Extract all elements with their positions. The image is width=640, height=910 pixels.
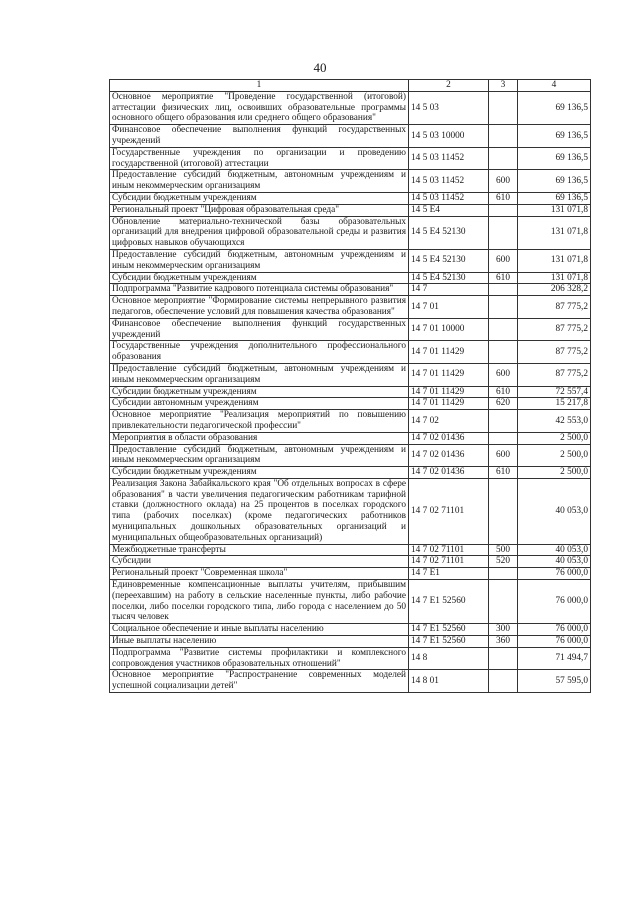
row-vr-cell [489,670,518,693]
row-amount-cell: 40 053,0 [518,544,591,556]
row-name-cell: Подпрограмма "Развитие системы профилактики и комплексного сопровождения участников образовательных отношений" [110,647,409,670]
row-vr-cell: 600 [489,170,518,193]
row-vr-cell [489,147,518,170]
row-vr-cell: 600 [489,249,518,272]
row-amount-cell: 69 136,5 [518,91,591,124]
row-name-cell: Субсидии бюджетным учреждениям [110,272,409,284]
row-code-cell: 14 5 E4 [409,204,489,216]
row-amount-cell: 87 775,2 [518,318,591,341]
row-vr-cell [489,410,518,433]
row-amount-cell: 40 053,0 [518,478,591,544]
row-code-cell: 14 5 03 10000 [409,125,489,148]
row-amount-cell: 42 553,0 [518,410,591,433]
table-row [110,147,591,170]
row-name-cell: Региональный проект "Современная школа" [110,568,409,580]
row-vr-cell: 600 [489,363,518,386]
row-amount-cell: 76 000,0 [518,568,591,580]
table-row [110,636,591,648]
row-name-cell: Иные выплаты населению [110,636,409,648]
row-name-cell: Предоставление субсидий бюджетным, автономным учреждениям и иным некоммерческим организациям [110,170,409,193]
budget-table [109,79,591,693]
row-code-cell: 14 7 02 71101 [409,544,489,556]
row-amount-cell: 76 000,0 [518,624,591,636]
table-row [110,386,591,398]
row-code-cell: 14 7 E1 52560 [409,624,489,636]
row-amount-cell: 2 500,0 [518,444,591,467]
row-name-cell: Основное мероприятие "Распространение современных моделей успешной социализации детей" [110,670,409,693]
row-amount-cell: 87 775,2 [518,363,591,386]
row-vr-cell: 610 [489,386,518,398]
page-number: 40 [313,60,327,75]
row-name-cell: Основное мероприятие "Формирование системы непрерывного развития педагогов, обеспечение условий для повышения качества образования" [110,296,409,319]
row-code-cell: 14 8 01 [409,670,489,693]
row-amount-cell: 87 775,2 [518,296,591,319]
row-code-cell: 14 7 02 71101 [409,556,489,568]
header-col-4: 4 [518,80,591,92]
table-row [110,170,591,193]
row-amount-cell: 2 500,0 [518,467,591,479]
row-name-cell: Мероприятия в области образования [110,432,409,444]
row-code-cell: 14 7 01 [409,296,489,319]
row-vr-cell [489,284,518,296]
row-amount-cell: 76 000,0 [518,636,591,648]
row-code-cell: 14 8 [409,647,489,670]
row-vr-cell [489,204,518,216]
row-amount-cell: 40 053,0 [518,556,591,568]
table-row [110,318,591,341]
row-vr-cell: 600 [489,444,518,467]
row-amount-cell: 131 071,8 [518,216,591,249]
row-amount-cell: 69 136,5 [518,170,591,193]
row-code-cell: 14 5 03 11452 [409,147,489,170]
row-amount-cell: 69 136,5 [518,125,591,148]
row-vr-cell: 610 [489,272,518,284]
row-amount-cell: 76 000,0 [518,580,591,624]
row-amount-cell: 131 071,8 [518,249,591,272]
row-code-cell: 14 7 E1 [409,568,489,580]
row-vr-cell [489,647,518,670]
row-name-cell: Социальное обеспечение и иные выплаты населению [110,624,409,636]
table-row [110,444,591,467]
table-row [110,192,591,204]
row-vr-cell: 620 [489,398,518,410]
row-code-cell: 14 7 01 11429 [409,398,489,410]
row-vr-cell [489,125,518,148]
table-row [110,272,591,284]
row-vr-cell: 300 [489,624,518,636]
row-vr-cell: 360 [489,636,518,648]
row-amount-cell: 2 500,0 [518,432,591,444]
row-code-cell: 14 7 E1 52560 [409,580,489,624]
row-code-cell: 14 5 03 11452 [409,170,489,193]
row-amount-cell: 71 494,7 [518,647,591,670]
row-name-cell: Государственные учреждения дополнительного профессионального образования [110,341,409,364]
row-vr-cell [489,216,518,249]
table-row [110,544,591,556]
row-name-cell: Межбюджетные трансферты [110,544,409,556]
header-col-1: 1 [110,80,409,92]
row-name-cell: Региональный проект "Цифровая образовательная среда" [110,204,409,216]
row-code-cell: 14 7 01 11429 [409,363,489,386]
row-name-cell: Государственные учреждения по организации и проведению государственной (итоговой) аттестации [110,147,409,170]
table-row [110,398,591,410]
table-row [110,647,591,670]
row-vr-cell [489,318,518,341]
row-vr-cell [489,341,518,364]
table-row [110,296,591,319]
row-name-cell: Обновление материально-технической базы образовательных организаций для внедрения цифровой образовательной среды и развития цифровых навыков обучающихся [110,216,409,249]
row-code-cell: 14 7 02 71101 [409,478,489,544]
row-code-cell: 14 7 01 10000 [409,318,489,341]
table-row [110,204,591,216]
table-row [110,341,591,364]
row-amount-cell: 69 136,5 [518,192,591,204]
row-amount-cell: 69 136,5 [518,147,591,170]
row-name-cell: Основное мероприятие "Проведение государственной (итоговой) аттестации физических лиц, освоивших образовательные программы основного общего образования или среднего общего образования" [110,91,409,124]
row-name-cell: Финансовое обеспечение выполнения функций государственных учреждений [110,125,409,148]
row-amount-cell: 57 595,0 [518,670,591,693]
row-amount-cell: 131 071,8 [518,272,591,284]
table-row [110,125,591,148]
row-vr-cell: 500 [489,544,518,556]
row-name-cell: Предоставление субсидий бюджетным, автономным учреждениям и иным некоммерческим организациям [110,444,409,467]
table-row [110,624,591,636]
row-name-cell: Субсидии бюджетным учреждениям [110,192,409,204]
row-name-cell: Субсидии бюджетным учреждениям [110,386,409,398]
row-code-cell: 14 5 E4 52130 [409,272,489,284]
row-vr-cell [489,91,518,124]
row-vr-cell [489,478,518,544]
row-name-cell: Субсидии [110,556,409,568]
row-name-cell: Реализация Закона Забайкальского края "Об отдельных вопросах в сфере образования" в части увеличения педагогическим работникам тарифной ставки (должностного оклада) на 25 процентов в поселках городского типа (рабочих поселках) (кроме педагогических работников муниципальных дошкольных образовательных организаций и муниципальных общеобразовательных организаций) [110,478,409,544]
table-row [110,410,591,433]
row-name-cell: Финансовое обеспечение выполнения функций государственных учреждений [110,318,409,341]
table-row [110,580,591,624]
header-col-2: 2 [409,80,489,92]
row-code-cell: 14 5 03 [409,91,489,124]
table-row [110,568,591,580]
row-vr-cell [489,432,518,444]
row-code-cell: 14 7 02 01436 [409,444,489,467]
row-amount-cell: 72 557,4 [518,386,591,398]
table-row [110,478,591,544]
row-name-cell: Субсидии автономным учреждениям [110,398,409,410]
row-name-cell: Единовременные компенсационные выплаты учителям, прибывшим (переехавшим) на работу в сельские населенные пункты, либо рабочие поселки, либо поселки городского типа, либо города с населением до 50 тысяч человек [110,580,409,624]
table-body [110,80,591,693]
table-row [110,363,591,386]
header-col-3: 3 [489,80,518,92]
table-row [110,91,591,124]
row-code-cell: 14 7 [409,284,489,296]
row-vr-cell: 610 [489,192,518,204]
table-row [110,432,591,444]
row-amount-cell: 15 217,8 [518,398,591,410]
row-amount-cell: 206 328,2 [518,284,591,296]
row-vr-cell [489,568,518,580]
table-header-row [110,80,591,92]
row-name-cell: Подпрограмма "Развитие кадрового потенциала системы образования" [110,284,409,296]
row-vr-cell: 520 [489,556,518,568]
row-code-cell: 14 7 02 [409,410,489,433]
table-row [110,467,591,479]
row-code-cell: 14 7 01 11429 [409,341,489,364]
row-vr-cell [489,580,518,624]
row-code-cell: 14 5 E4 52130 [409,249,489,272]
row-amount-cell: 87 775,2 [518,341,591,364]
table-row [110,216,591,249]
table-row [110,670,591,693]
table-row [110,249,591,272]
row-name-cell: Субсидии бюджетным учреждениям [110,467,409,479]
row-code-cell: 14 7 E1 52560 [409,636,489,648]
row-code-cell: 14 7 01 11429 [409,386,489,398]
row-code-cell: 14 5 E4 52130 [409,216,489,249]
row-code-cell: 14 5 03 11452 [409,192,489,204]
row-code-cell: 14 7 02 01436 [409,432,489,444]
row-name-cell: Основное мероприятие "Реализация мероприятий по повышению привлекательности педагогической профессии" [110,410,409,433]
row-name-cell: Предоставление субсидий бюджетным, автономным учреждениям и иным некоммерческим организациям [110,363,409,386]
table-row [110,284,591,296]
row-name-cell: Предоставление субсидий бюджетным, автономным учреждениям и иным некоммерческим организациям [110,249,409,272]
row-vr-cell [489,296,518,319]
table-row [110,556,591,568]
row-code-cell: 14 7 02 01436 [409,467,489,479]
row-amount-cell: 131 071,8 [518,204,591,216]
row-vr-cell: 610 [489,467,518,479]
